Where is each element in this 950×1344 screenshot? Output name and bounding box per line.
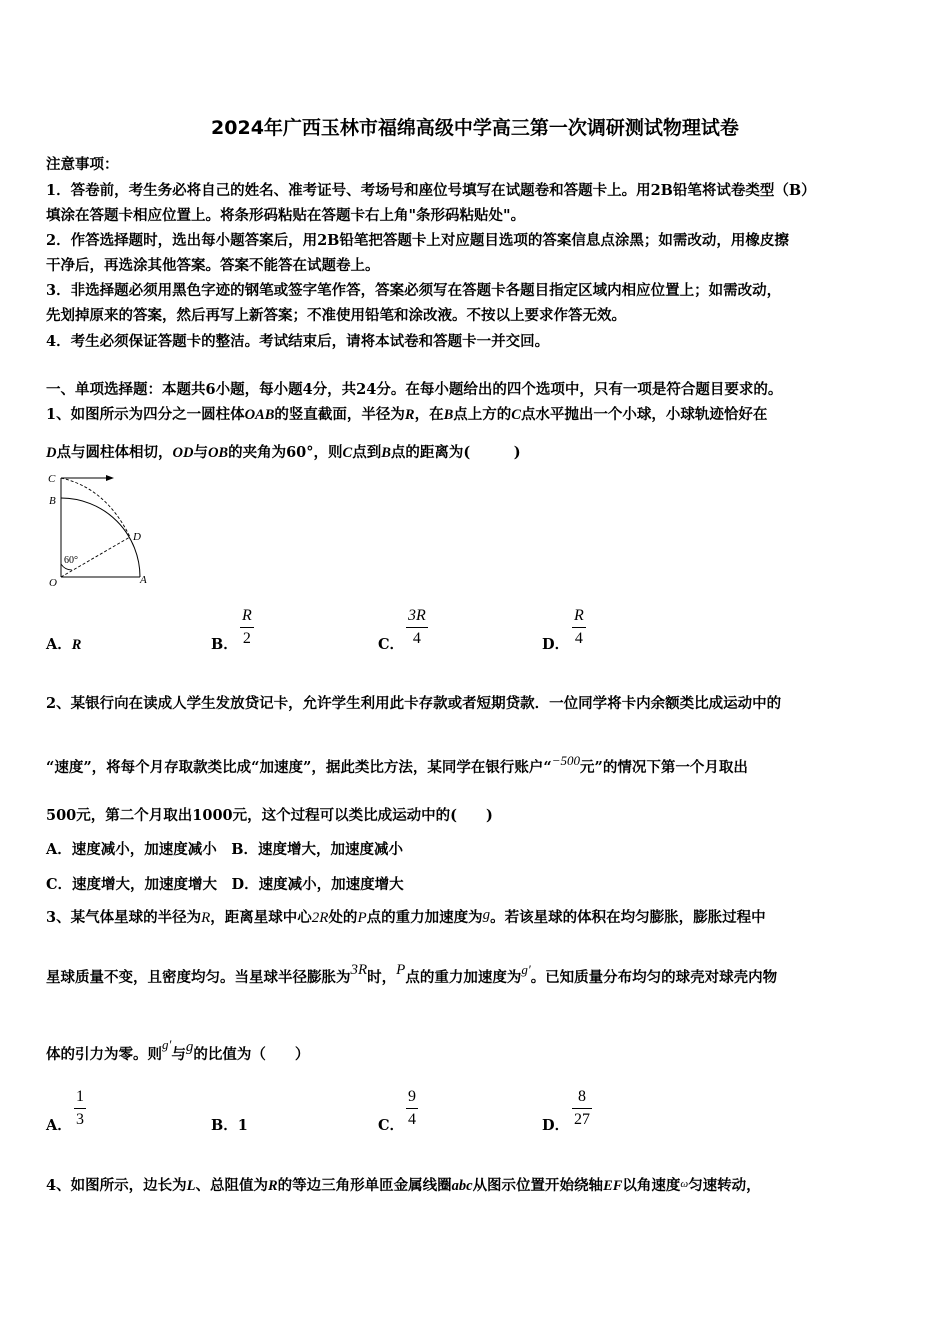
q2-options-cd[interactable]: C．速度增大，加速度增大 D．速度减小，加速度增大 [46, 876, 404, 893]
section-heading: 一、单项选择题：本题共6小题，每小题4分，共24分。在每小题给出的四个选项中，只有一项是符合题目要求的。 [46, 381, 783, 398]
q3-stem-line3: 体的引力为零。则g′与g的比值为（ ） [46, 1037, 310, 1063]
q2-stem-line2: “速度”，将每个月存取款类比成“加速度”，据此类比方法，某同学在银行账户“−500元”的情况下第一个月取出 [46, 753, 748, 776]
page-title: 2024年广西玉林市福绵高级中学高三第一次调研测试物理试卷 [211, 117, 739, 139]
notice-line: 先划掉原来的答案，然后再写上新答案；不准使用铅笔和涂改液。不按以上要求作答无效。 [46, 307, 626, 324]
notice-line: 填涂在答题卡相应位置上。将条形码粘贴在答题卡右上角"条形码粘贴处"。 [46, 207, 526, 224]
notice-line: 4．考生必须保证答题卡的整洁。考试结束后，请将本试卷和答题卡一并交回。 [46, 333, 550, 350]
q1-option-c-label[interactable]: C． [378, 636, 405, 653]
q3-option-b[interactable]: B．1 [211, 1117, 248, 1134]
q4-stem-line1: 4、如图所示，边长为L、总阻值为R的等边三角形单匝金属线圈abc从图示位置开始绕轴EF以角速度$^\omega$匀速转动， [46, 1177, 761, 1194]
q3-option-a-label[interactable]: A． [46, 1117, 72, 1134]
q1-stem-line1: 1、如图所示为四分之一圆柱体OAB的竖直截面，半径为R，在B点上方的C点水平抛出一个小球，小球轨迹恰好在 [46, 406, 768, 423]
q1-option-a[interactable]: A．R [46, 636, 82, 653]
q3-option-c-fraction: 9 4 [408, 1088, 416, 1128]
label-o: O [49, 577, 57, 589]
q1-stem-line2: D点与圆柱体相切，OD与OB的夹角为60°，则C点到B点的距离为( ) [46, 444, 521, 461]
label-c: C [48, 473, 56, 485]
notice-line: 1．答卷前，考生务必将自己的姓名、准考证号、考场号和座位号填写在试题卷和答题卡上。用2B铅笔将试卷类型（B） [46, 182, 816, 199]
q2-stem-line1: 2、某银行向在读成人学生发放贷记卡，允许学生利用此卡存款或者短期贷款．一位同学将卡内余额类比成运动中的 [46, 695, 782, 712]
q3-option-c-label[interactable]: C． [378, 1117, 405, 1134]
q2-options-ab[interactable]: A．速度减小，加速度减小 B．速度增大，加速度减小 [46, 841, 404, 858]
q3-option-d-label[interactable]: D． [542, 1117, 570, 1134]
notice-line: 3．非选择题必须用黑色字迹的钢笔或签字笔作答，答案必须写在答题卡各题目指定区域内相应位置上；如需改动， [46, 282, 782, 299]
trajectory-dashed [61, 478, 130, 537]
q1-option-b-fraction: R 2 [242, 607, 252, 647]
label-angle: 60° [64, 555, 78, 566]
label-a: A [140, 574, 147, 586]
q3-option-d-fraction: 8 27 [574, 1088, 590, 1128]
label-b: B [49, 495, 56, 507]
q1-option-d-fraction: R 4 [574, 607, 584, 647]
q1-option-c-fraction: 3R 4 [408, 607, 426, 647]
q1-figure [44, 468, 156, 590]
q3-stem-line2: 星球质量不变，且密度均匀。当星球半径膨胀为3R时，P点的重力加速度为g′。已知质量分布均匀的球壳对球壳内物 [46, 962, 778, 986]
q3-stem-line1: 3、某气体星球的半径为R，距离星球中心2R处的P点的重力加速度为g。若该星球的体积在均匀膨胀，膨胀过程中 [46, 907, 766, 926]
notice-line: 2．作答选择题时，选出每小题答案后，用2B铅笔把答题卡上对应题目选项的答案信息点涂黑；如需改动，用橡皮擦 [46, 232, 789, 249]
notice-line: 干净后，再选涂其他答案。答案不能答在试题卷上。 [46, 257, 380, 274]
notice-heading: 注意事项： [46, 156, 119, 173]
q1-option-b-label[interactable]: B． [211, 636, 238, 653]
arrow-head-icon [106, 475, 114, 481]
q2-stem-line3: 500元，第二个月取出1000元，这个过程可以类比成运动中的( ) [46, 807, 493, 824]
label-d: D [133, 531, 141, 543]
q3-option-a-fraction: 1 3 [76, 1088, 84, 1128]
q1-option-d-label[interactable]: D． [542, 636, 570, 653]
